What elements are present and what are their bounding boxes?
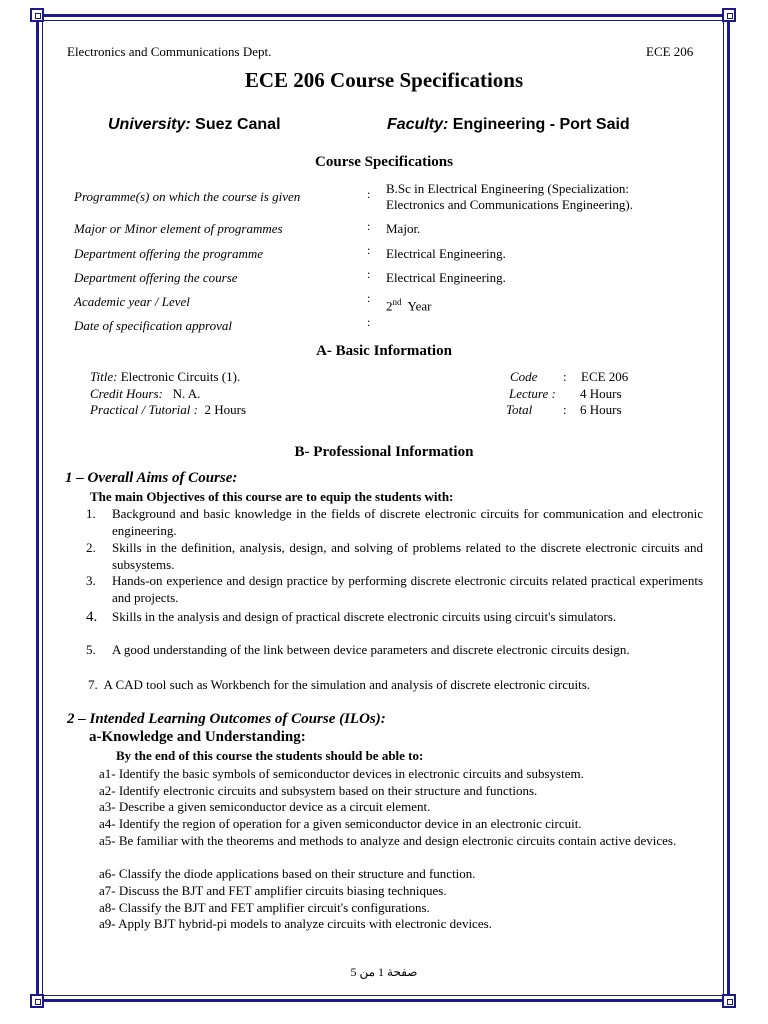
ilo-item — [99, 783, 703, 800]
border-corner-ornament — [722, 994, 736, 1008]
aim-number: 2. — [86, 540, 96, 555]
year-number: 2 — [386, 298, 393, 314]
knowledge-intro: By the end of this course the students should be able to: — [116, 748, 424, 763]
credit-hours-line — [90, 386, 200, 402]
aim-item — [86, 642, 703, 659]
spec-label-dept-programme: Department offering the programme — [74, 246, 264, 261]
ilo-item — [99, 866, 703, 883]
spec-label-programme: Programme(s) on which the course is given — [74, 189, 301, 204]
page-title: ECE 206 Course Specifications — [244, 68, 524, 92]
knowledge-heading: a-Knowledge and Understanding: — [89, 729, 306, 745]
credit-hours-value: N. A. — [172, 386, 201, 401]
spec-value-dept-programme: Electrical Engineering. — [386, 246, 506, 261]
aim-text: Skills in the analysis and design of practical discrete electronic circuits using circuit's simulators. — [112, 609, 617, 624]
page-number-footer: صفحة 1 من 5 — [350, 965, 418, 979]
border-corner-ornament — [30, 994, 44, 1008]
ilo-item — [99, 816, 703, 833]
spec-value-dept-course: Electrical Engineering. — [386, 270, 506, 285]
total-colon: : — [563, 402, 567, 417]
aim-number: 3. — [86, 573, 96, 588]
ilo-text: a8- Classify the BJT and FET amplifier circuit's configurations. — [99, 900, 430, 915]
aim-number: 5. — [86, 642, 96, 657]
border-corner-ornament — [722, 8, 736, 22]
practical-line — [90, 402, 246, 418]
ilo-text: a5- Be familiar with the theorems and methods to analyze and design electronic circuits contain active devices. — [99, 833, 677, 848]
lecture-label — [509, 386, 556, 402]
faculty-label: Faculty: — [387, 116, 449, 133]
basic-title-line — [90, 369, 240, 385]
aim-text: A CAD tool such as Workbench for the simulation and analysis of discrete electronic circuits. — [103, 677, 590, 692]
header-course-code: ECE 206 — [646, 44, 694, 59]
aim-item — [86, 506, 703, 539]
total-label — [506, 402, 532, 418]
ilo-text: a1- Identify the basic symbols of semiconductor devices in electronic circuits and subsystem. — [99, 766, 584, 781]
faculty-line — [387, 116, 630, 134]
basic-title-value: Electronic Circuits (1). — [120, 369, 241, 384]
aim-number: 1. — [86, 506, 96, 521]
year-suffix: nd — [392, 297, 402, 307]
spec-value-line: Electronics and Communications Engineering). — [386, 197, 633, 212]
ilo-text: a4- Identify the region of operation for a given semiconductor device in an electronic circuit. — [99, 816, 582, 831]
ilo-item — [99, 833, 703, 850]
aim-item — [86, 573, 703, 606]
aims-heading: 1 – Overall Aims of Course: — [65, 470, 238, 486]
code-label-text: Code — [510, 369, 538, 384]
spec-label-dept-course: Department offering the course — [74, 270, 238, 285]
basic-info-heading: A- Basic Information — [316, 343, 452, 359]
university-line — [108, 116, 281, 134]
university-value: Suez Canal — [195, 116, 281, 133]
spec-value-line: B.Sc in Electrical Engineering (Specialization: — [386, 181, 629, 196]
professional-info-heading: B- Professional Information — [294, 444, 474, 460]
university-label: University: — [108, 116, 191, 133]
header-department: Electronics and Communications Dept. — [67, 44, 272, 59]
spec-colon: : — [367, 243, 371, 257]
aims-intro: The main Objectives of this course are to equip the students with: — [90, 489, 454, 504]
spec-value-major-minor: Major. — [386, 221, 421, 236]
spec-colon: : — [367, 219, 371, 233]
course-spec-heading: Course Specifications — [315, 154, 453, 170]
ilo-item — [99, 799, 703, 816]
total-label-text: Total — [506, 402, 533, 417]
spec-colon: : — [367, 267, 371, 281]
practical-label: Practical / Tutorial : — [90, 402, 198, 417]
ilo-item — [99, 883, 703, 900]
faculty-value: Engineering - Port Said — [452, 116, 630, 133]
spec-colon: : — [367, 187, 371, 201]
aim-text: Hands-on experience and design practice by performing discrete electronic circuits related practical experiments and projects. — [112, 573, 703, 605]
spec-colon: : — [367, 315, 371, 329]
ilo-text: a2- Identify electronic circuits and subsystem based on their structure and functions. — [99, 783, 538, 798]
ilo-heading: 2 – Intended Learning Outcomes of Course (ILOs): — [67, 711, 386, 727]
code-colon: : — [563, 369, 567, 384]
aim-text: Skills in the definition, analysis, design, and solving of problems related to the discrete electronic circuits and subsystems. — [112, 540, 703, 572]
ilo-text: a7- Discuss the BJT and FET amplifier circuits biasing techniques. — [99, 883, 447, 898]
practical-value: 2 Hours — [204, 402, 247, 417]
ilo-text: a9- Apply BJT hybrid-pi models to analyze circuits with electronic devices. — [99, 916, 492, 931]
year-word: Year — [407, 298, 432, 314]
aim-number: 7. — [88, 677, 98, 692]
lecture-label-text: Lecture : — [509, 386, 556, 401]
aim-item — [86, 540, 703, 573]
credit-hours-label: Credit Hours: — [90, 386, 163, 401]
spec-label-academic-year: Academic year / Level — [74, 294, 190, 309]
aim-number: 4. — [86, 609, 98, 625]
border-corner-ornament — [30, 8, 44, 22]
ilo-item — [99, 916, 703, 933]
spec-colon: : — [367, 291, 371, 305]
spec-value-programme — [386, 181, 633, 213]
ilo-text: a3- Describe a given semiconductor device as a circuit element. — [99, 799, 431, 814]
spec-label-major-minor: Major or Minor element of programmes — [74, 221, 283, 236]
ilo-text: a6- Classify the diode applications based on their structure and function. — [99, 866, 476, 881]
aim-text: A good understanding of the link between device parameters and discrete electronic circuits design. — [112, 642, 630, 657]
spec-value-academic-year — [386, 294, 432, 314]
lecture-value: 4 Hours — [580, 386, 622, 401]
ilo-item — [99, 900, 703, 917]
aim-item — [88, 677, 590, 693]
code-value: ECE 206 — [581, 369, 629, 384]
total-value: 6 Hours — [580, 402, 622, 417]
code-label — [510, 369, 537, 385]
spec-label-approval-date: Date of specification approval — [74, 318, 233, 333]
basic-title-label: Title: — [90, 369, 118, 384]
aim-text: Background and basic knowledge in the fields of discrete electronic circuits for communication and electronic engineering. — [112, 506, 703, 538]
aim-item — [86, 609, 703, 626]
ilo-item — [99, 766, 703, 783]
